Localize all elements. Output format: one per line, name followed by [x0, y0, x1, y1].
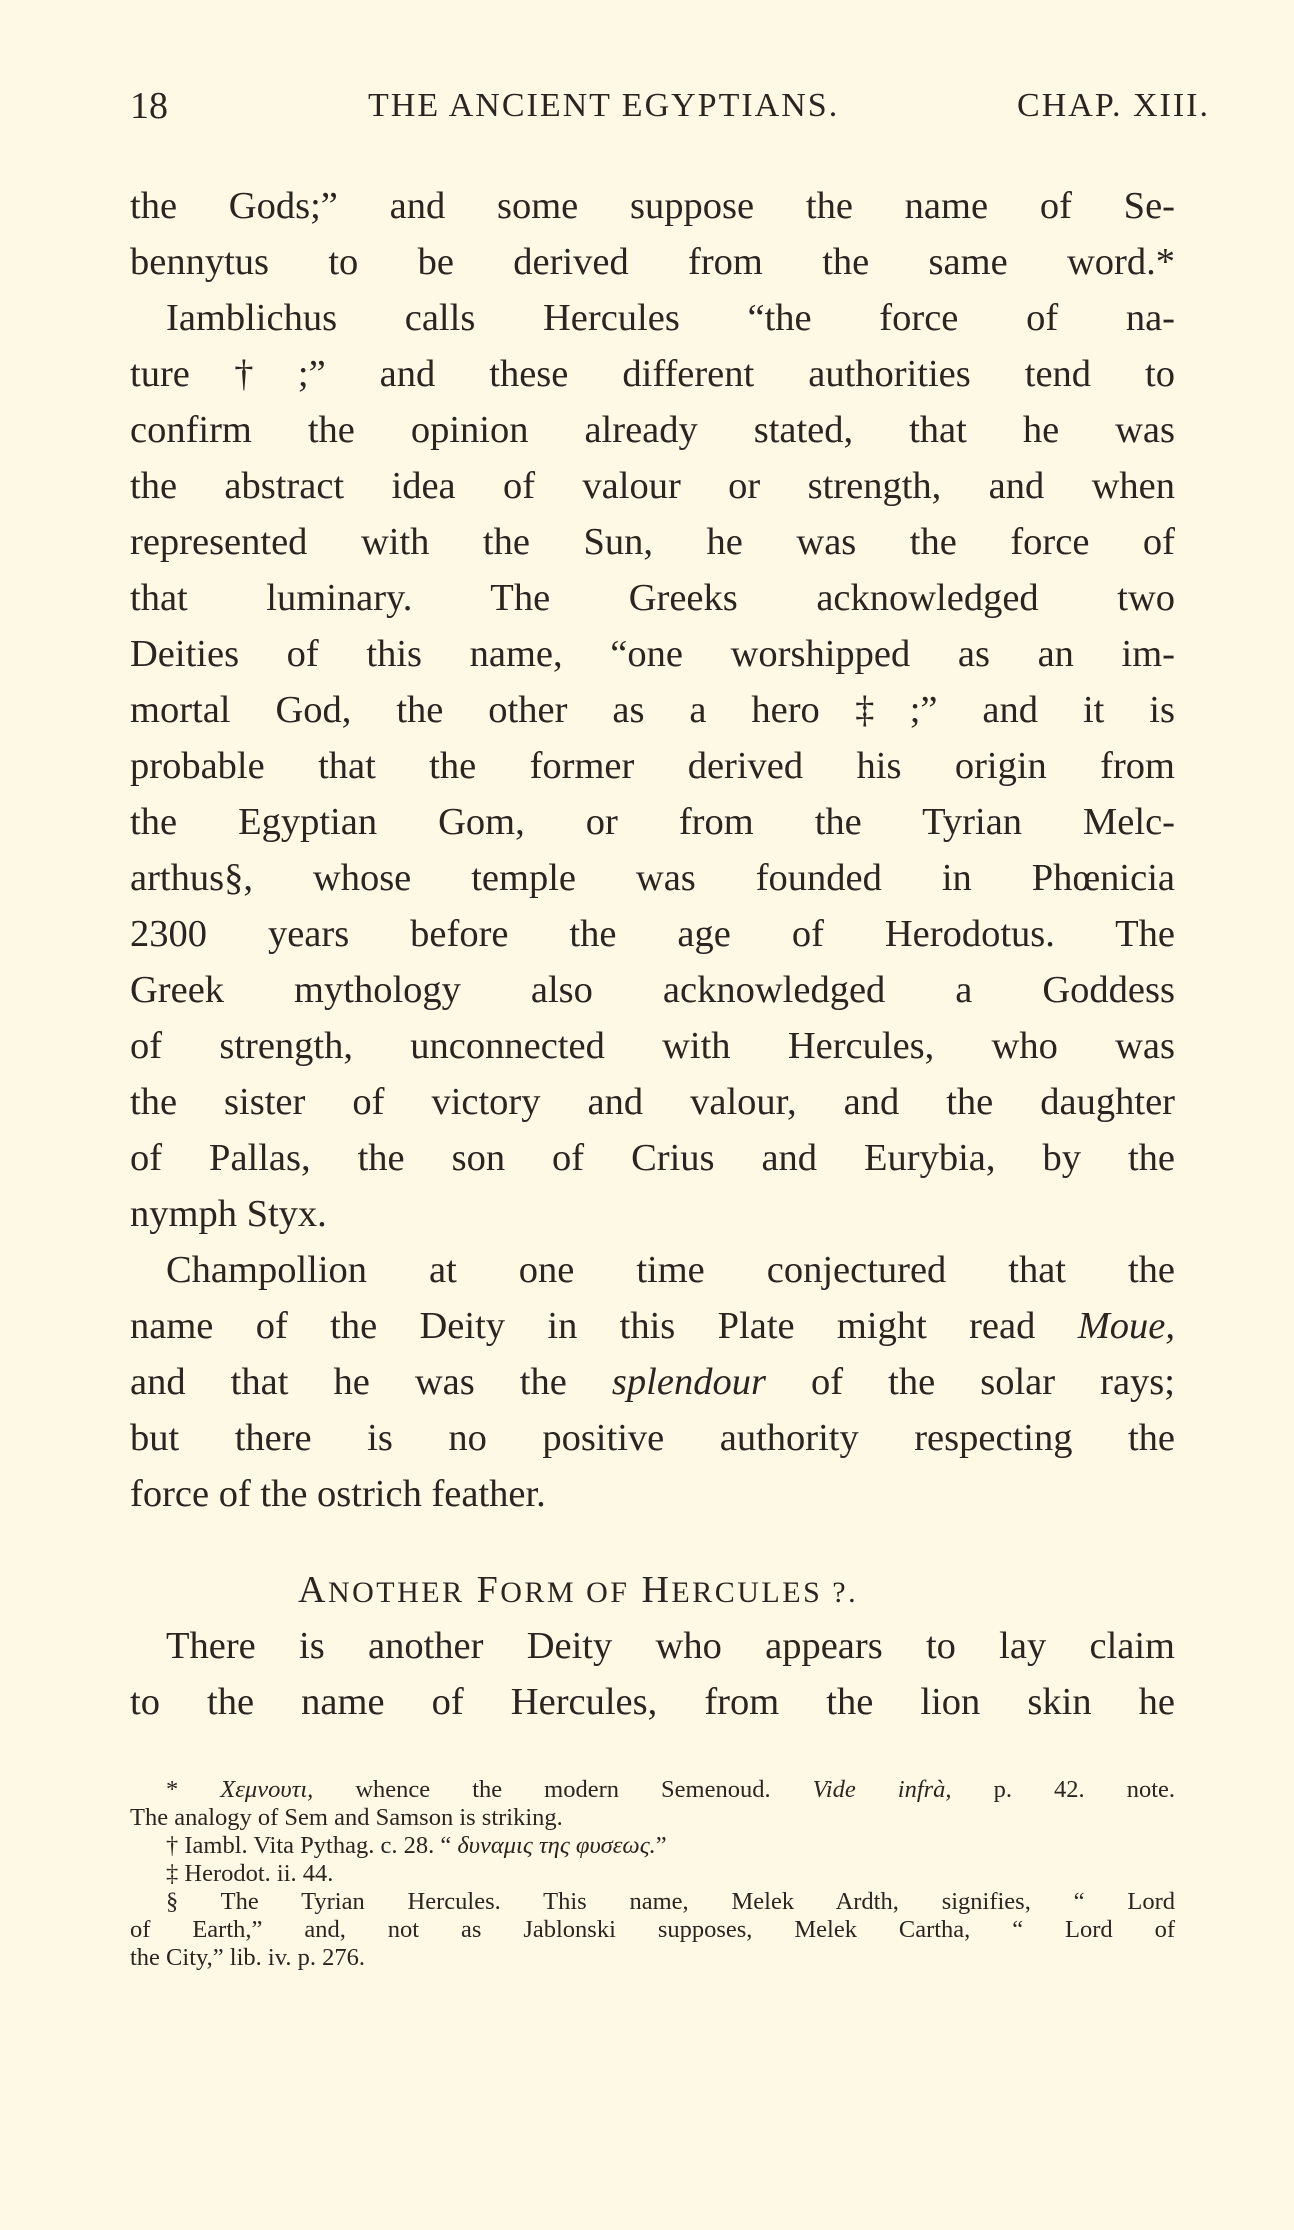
italic-word-moue: Moue, — [1077, 1305, 1175, 1347]
text-line: nymph Styx. — [130, 1193, 327, 1235]
text-line: mortal God, the other as a hero‡;” and it is — [130, 689, 1175, 731]
text-line: ture†;” and these different authorities tend to — [130, 353, 1175, 395]
text-line: of Pallas, the son of Crius and Eurybia, by the — [130, 1137, 1175, 1179]
footnotes — [130, 1776, 1175, 1972]
text-span: whence the modern Semenoud. — [313, 1776, 813, 1803]
heading-smallcaps: NOTHER — [327, 1576, 465, 1609]
footnote-4-cont: of Earth,” and, not as Jablonski supposes, Melek Cartha, “ Lord of — [130, 1916, 1175, 1943]
text-line: Deities of this name, “one worshipped as an im- — [130, 633, 1175, 675]
text-line: arthus§, whose temple was founded in Phœnicia — [130, 857, 1175, 899]
text-line: the sister of victory and valour, and the daughter — [130, 1081, 1175, 1123]
page-number: 18 — [130, 85, 168, 127]
text-line-splendour — [130, 1354, 1175, 1410]
text-span: ” — [655, 1832, 667, 1859]
running-title: THE ANCIENT EGYPTIANS. — [368, 87, 840, 124]
text-line: the Egyptian Gom, or from the Tyrian Melc- — [130, 801, 1175, 843]
text-line: Iamblichus calls Hercules “the force of na- — [166, 297, 1175, 339]
greek-word: Χεμνουτι, — [220, 1776, 314, 1803]
text-span: name of the Deity in this Plate might read — [130, 1305, 1078, 1347]
footnote-1 — [130, 1776, 1175, 1804]
text-line: There is another Deity who appears to lay claim — [166, 1625, 1175, 1667]
page-header — [130, 84, 1210, 134]
text-line: bennytus to be derived from the same word.* — [130, 241, 1175, 283]
text-line: the Gods;” and some suppose the name of Se- — [130, 185, 1175, 227]
footnote-4: § The Tyrian Hercules. This name, Melek Ardth, signifies, “ Lord — [166, 1888, 1175, 1915]
text-span: of the solar rays; — [765, 1361, 1175, 1403]
text-line: Greek mythology also acknowledged a Goddess — [130, 969, 1175, 1011]
italic-word-splendour: splendour — [611, 1361, 766, 1403]
text-line: probable that the former derived his origin from — [130, 745, 1175, 787]
text-line: but there is no positive authority respecting the — [130, 1417, 1175, 1459]
text-line: 2300 years before the age of Herodotus. The — [130, 913, 1175, 955]
text-line: to the name of Hercules, from the lion skin he — [130, 1681, 1175, 1723]
heading-cap: A — [298, 1569, 328, 1611]
footnote-1-cont: The analogy of Sem and Samson is striking. — [130, 1804, 563, 1831]
footnote-2 — [130, 1832, 1175, 1860]
greek-phrase: δυναμις της φυσεως. — [457, 1832, 656, 1859]
text-line: that luminary. The Greeks acknowledged two — [130, 577, 1175, 619]
heading-smallcaps: ERCULES ?. — [671, 1576, 859, 1609]
text-line: represented with the Sun, he was the force of — [130, 521, 1175, 563]
text-line: of strength, unconnected with Hercules, who was — [130, 1025, 1175, 1067]
footnote-3: ‡ Herodot. ii. 44. — [166, 1860, 334, 1887]
text-span: and that he was the — [130, 1361, 612, 1403]
text-line: force of the ostrich feather. — [130, 1473, 546, 1515]
spacer — [130, 1522, 1175, 1562]
italic-reference: Vide infrà, — [812, 1776, 952, 1803]
heading-cap: H — [641, 1569, 672, 1611]
text-line: confirm the opinion already stated, that he was — [130, 409, 1175, 451]
footnote-mark: * — [166, 1776, 221, 1803]
text-line: Champollion at one time conjectured that the — [166, 1249, 1175, 1291]
text-span: † Iambl. Vita Pythag. c. 28. “ — [166, 1832, 458, 1859]
section-heading — [130, 1562, 1175, 1618]
text-line-moue — [130, 1298, 1175, 1354]
heading-cap: F — [476, 1569, 501, 1611]
body-text — [130, 178, 1175, 1730]
text-line: the abstract idea of valour or strength, and when — [130, 465, 1175, 507]
footnote-4-cont: the City,” lib. iv. p. 276. — [130, 1944, 365, 1971]
chapter-label: CHAP. XIII. — [1017, 87, 1210, 124]
heading-smallcaps: ORM OF — [500, 1576, 630, 1609]
text-span: p. 42. note. — [951, 1776, 1175, 1803]
